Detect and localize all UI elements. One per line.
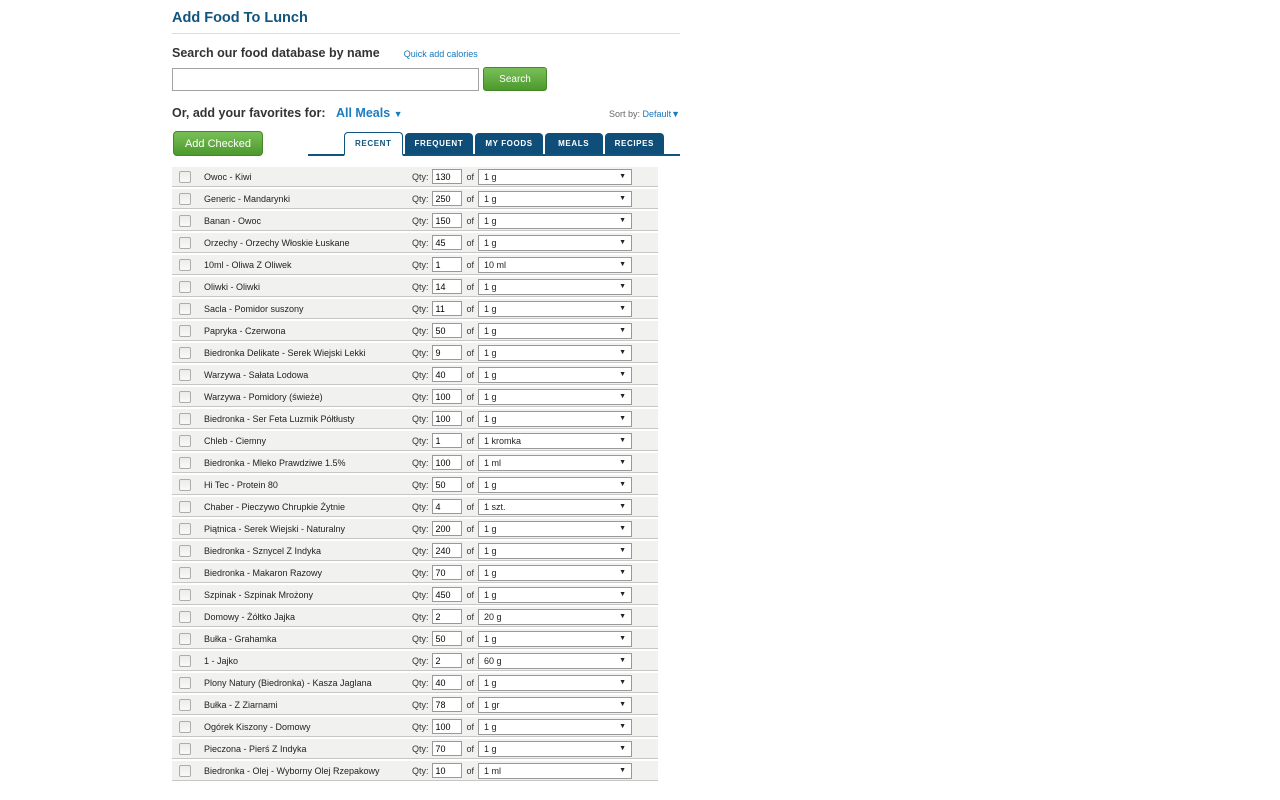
food-name: 10ml - Oliwa Z Oliwek xyxy=(204,259,292,270)
table-row xyxy=(172,717,658,737)
unit-select[interactable] xyxy=(478,521,632,537)
of-label: of xyxy=(466,501,474,512)
unit-select[interactable] xyxy=(478,191,632,207)
unit-select-value: 1 g xyxy=(484,237,497,248)
unit-select-value: 1 g xyxy=(484,743,497,754)
qty-label: Qty: xyxy=(411,325,429,336)
sort-selector-value: Default xyxy=(642,109,672,119)
table-row xyxy=(172,453,658,473)
food-name: Bułka - Z Ziarnami xyxy=(204,699,278,710)
of-label: of xyxy=(466,171,474,182)
qty-input[interactable] xyxy=(432,235,462,250)
tab-recent[interactable]: RECENT xyxy=(344,132,403,156)
unit-select-value: 60 g xyxy=(484,655,502,666)
qty-label: Qty: xyxy=(411,193,429,204)
qty-input[interactable] xyxy=(432,719,462,734)
table-row xyxy=(172,321,658,341)
table-row xyxy=(172,761,658,781)
food-name: Owoc - Kiwi xyxy=(204,171,252,182)
unit-select-value: 1 g xyxy=(484,325,497,336)
row-checkbox[interactable] xyxy=(179,259,191,271)
qty-input[interactable] xyxy=(432,543,462,558)
food-name: Generic - Mandarynki xyxy=(204,193,291,204)
row-checkbox[interactable] xyxy=(179,677,191,689)
unit-select-value: 1 g xyxy=(484,721,497,732)
food-name: Banan - Owoc xyxy=(204,215,262,226)
table-row xyxy=(172,475,658,495)
unit-select[interactable] xyxy=(478,345,632,361)
table-row xyxy=(172,739,658,759)
table-row xyxy=(172,497,658,517)
qty-input[interactable] xyxy=(432,499,462,514)
chevron-down-icon: ▼ xyxy=(619,217,626,224)
chevron-down-icon: ▼ xyxy=(619,305,626,312)
unit-select-value: 1 g xyxy=(484,347,497,358)
favorites-label-group xyxy=(172,104,403,122)
row-checkbox[interactable] xyxy=(179,633,191,645)
unit-select-value: 1 g xyxy=(484,589,497,600)
chevron-down-icon: ▼ xyxy=(619,371,626,378)
of-label: of xyxy=(466,369,474,380)
unit-select[interactable] xyxy=(478,719,632,735)
unit-select[interactable] xyxy=(478,301,632,317)
of-label: of xyxy=(466,567,474,578)
qty-label: Qty: xyxy=(411,523,429,534)
row-checkbox[interactable] xyxy=(179,237,191,249)
table-row xyxy=(172,607,658,627)
unit-select[interactable] xyxy=(478,477,632,493)
of-label: of xyxy=(466,655,474,666)
qty-input[interactable] xyxy=(432,609,462,624)
row-checkbox[interactable] xyxy=(179,479,191,491)
food-name: Warzywa - Pomidory (świeże) xyxy=(204,391,323,402)
chevron-down-icon: ▼ xyxy=(619,635,626,642)
row-checkbox[interactable] xyxy=(179,215,191,227)
search-row xyxy=(172,67,680,91)
of-label: of xyxy=(466,523,474,534)
row-checkbox[interactable] xyxy=(179,325,191,337)
qty-input[interactable] xyxy=(432,191,462,206)
unit-select-value: 1 szt. xyxy=(484,501,506,512)
unit-select[interactable] xyxy=(478,631,632,647)
table-row xyxy=(172,585,658,605)
row-checkbox[interactable] xyxy=(179,545,191,557)
table-row xyxy=(172,167,658,187)
chevron-down-icon: ▼ xyxy=(619,283,626,290)
table-row xyxy=(172,233,658,253)
qty-input[interactable] xyxy=(432,345,462,360)
row-checkbox[interactable] xyxy=(179,281,191,293)
chevron-down-icon: ▼ xyxy=(619,415,626,422)
unit-select-value: 1 g xyxy=(484,193,497,204)
unit-select[interactable] xyxy=(478,279,632,295)
food-name: Papryka - Czerwona xyxy=(204,325,286,336)
of-label: of xyxy=(466,699,474,710)
unit-select[interactable] xyxy=(478,499,632,515)
qty-label: Qty: xyxy=(411,391,429,402)
of-label: of xyxy=(466,633,474,644)
qty-label: Qty: xyxy=(411,699,429,710)
chevron-down-icon: ▼ xyxy=(619,767,626,774)
chevron-down-icon: ▼ xyxy=(619,393,626,400)
qty-label: Qty: xyxy=(411,435,429,446)
table-row xyxy=(172,299,658,319)
of-label: of xyxy=(466,589,474,600)
unit-select-value: 1 g xyxy=(484,633,497,644)
chevron-down-icon: ▼ xyxy=(619,437,626,444)
chevron-down-icon: ▼ xyxy=(619,591,626,598)
of-label: of xyxy=(466,413,474,424)
row-checkbox[interactable] xyxy=(179,171,191,183)
qty-label: Qty: xyxy=(411,369,429,380)
chevron-down-icon: ▼ xyxy=(619,327,626,334)
qty-label: Qty: xyxy=(411,347,429,358)
chevron-down-icon: ▼ xyxy=(619,239,626,246)
qty-input[interactable] xyxy=(432,301,462,316)
qty-input[interactable] xyxy=(432,213,462,228)
qty-input[interactable] xyxy=(432,675,462,690)
chevron-down-icon: ▼ xyxy=(619,657,626,664)
food-name: Biedronka Delikate - Serek Wiejski Lekki xyxy=(204,347,366,358)
chevron-down-icon: ▼ xyxy=(619,547,626,554)
qty-label: Qty: xyxy=(411,743,429,754)
qty-label: Qty: xyxy=(411,457,429,468)
unit-select-value: 1 g xyxy=(484,677,497,688)
food-name: 1 - Jajko xyxy=(204,655,239,666)
unit-select-value: 20 g xyxy=(484,611,502,622)
chevron-down-icon: ▼ xyxy=(619,569,626,576)
row-checkbox[interactable] xyxy=(179,193,191,205)
unit-select[interactable] xyxy=(478,741,632,757)
qty-label: Qty: xyxy=(411,677,429,688)
chevron-down-icon: ▼ xyxy=(619,525,626,532)
chevron-down-icon: ▼ xyxy=(619,261,626,268)
unit-select-value: 1 g xyxy=(484,369,497,380)
food-name: Piątnica - Serek Wiejski - Naturalny xyxy=(204,523,346,534)
unit-select[interactable] xyxy=(478,653,632,669)
qty-input[interactable] xyxy=(432,279,462,294)
sort-selector[interactable] xyxy=(643,109,680,119)
qty-label: Qty: xyxy=(411,479,429,490)
qty-input[interactable] xyxy=(432,763,462,778)
table-row xyxy=(172,629,658,649)
of-label: of xyxy=(466,215,474,226)
food-name: Hi Tec - Protein 80 xyxy=(204,479,278,490)
food-name: Chleb - Ciemny xyxy=(204,435,267,446)
unit-select-value: 1 g xyxy=(484,545,497,556)
quick-add-calories-link[interactable]: Quick add calories xyxy=(403,49,478,59)
unit-select[interactable] xyxy=(478,323,632,339)
qty-label: Qty: xyxy=(411,567,429,578)
page-title: Add Food To Lunch xyxy=(172,0,680,34)
of-label: of xyxy=(466,721,474,732)
table-row xyxy=(172,387,658,407)
food-name: Biedronka - Sznycel Z Indyka xyxy=(204,545,322,556)
table-row xyxy=(172,519,658,539)
table-row xyxy=(172,189,658,209)
of-label: of xyxy=(466,259,474,270)
favorites-row xyxy=(172,104,680,122)
unit-select-value: 1 g xyxy=(484,479,497,490)
of-label: of xyxy=(466,677,474,688)
tab-strip xyxy=(308,129,680,156)
food-name: Pieczona - Pierś Z Indyka xyxy=(204,743,307,754)
row-checkbox[interactable] xyxy=(179,523,191,535)
qty-label: Qty: xyxy=(411,633,429,644)
row-checkbox[interactable] xyxy=(179,303,191,315)
table-row xyxy=(172,563,658,583)
unit-select-value: 1 g xyxy=(484,215,497,226)
qty-input[interactable] xyxy=(432,477,462,492)
unit-select[interactable] xyxy=(478,609,632,625)
of-label: of xyxy=(466,281,474,292)
qty-label: Qty: xyxy=(411,281,429,292)
unit-select[interactable] xyxy=(478,389,632,405)
qty-input[interactable] xyxy=(432,389,462,404)
unit-select[interactable] xyxy=(478,675,632,691)
search-database-label: Search our food database by name xyxy=(172,46,380,60)
row-checkbox[interactable] xyxy=(179,435,191,447)
row-checkbox[interactable] xyxy=(179,655,191,667)
of-label: of xyxy=(466,347,474,358)
qty-input[interactable] xyxy=(432,631,462,646)
unit-select[interactable] xyxy=(478,565,632,581)
unit-select[interactable] xyxy=(478,235,632,251)
row-checkbox[interactable] xyxy=(179,567,191,579)
qty-input[interactable] xyxy=(432,587,462,602)
favorites-label: Or, add your favorites for: xyxy=(172,106,326,120)
row-checkbox[interactable] xyxy=(179,347,191,359)
table-row xyxy=(172,255,658,275)
food-name: Warzywa - Sałata Lodowa xyxy=(204,369,309,380)
food-name: Biedronka - Olej - Wyborny Olej Rzepakowy xyxy=(204,765,380,776)
of-label: of xyxy=(466,457,474,468)
of-label: of xyxy=(466,303,474,314)
of-label: of xyxy=(466,611,474,622)
food-name: Plony Natury (Biedronka) - Kasza Jaglana xyxy=(204,677,372,688)
unit-select-value: 1 kromka xyxy=(484,435,522,446)
chevron-down-icon: ▼ xyxy=(619,503,626,510)
chevron-down-icon: ▼ xyxy=(619,679,626,686)
unit-select-value: 1 g xyxy=(484,567,497,578)
row-checkbox[interactable] xyxy=(179,721,191,733)
row-checkbox[interactable] xyxy=(179,699,191,711)
unit-select[interactable] xyxy=(478,763,632,779)
food-name: Sacla - Pomidor suszony xyxy=(204,303,304,314)
table-row xyxy=(172,541,658,561)
of-label: of xyxy=(466,391,474,402)
unit-select[interactable] xyxy=(478,455,632,471)
table-row xyxy=(172,431,658,451)
food-table xyxy=(172,167,658,781)
main-content xyxy=(172,0,680,783)
food-name: Biedronka - Ser Feta Luzmik Półtłusty xyxy=(204,413,355,424)
tab-meals[interactable]: MEALS xyxy=(545,133,603,154)
row-checkbox[interactable] xyxy=(179,589,191,601)
qty-label: Qty: xyxy=(411,589,429,600)
chevron-down-icon: ▼ xyxy=(619,745,626,752)
chevron-down-icon: ▼ xyxy=(619,613,626,620)
unit-select[interactable] xyxy=(478,411,632,427)
meal-selector[interactable] xyxy=(336,106,403,120)
food-name: Biedronka - Mleko Prawdziwe 1.5% xyxy=(204,457,346,468)
row-checkbox[interactable] xyxy=(179,413,191,425)
unit-select-value: 1 g xyxy=(484,281,497,292)
qty-input[interactable] xyxy=(432,565,462,580)
table-row xyxy=(172,673,658,693)
of-label: of xyxy=(466,479,474,490)
chevron-down-icon: ▼ xyxy=(619,349,626,356)
qty-input[interactable] xyxy=(432,741,462,756)
chevron-down-icon: ▼ xyxy=(619,481,626,488)
qty-label: Qty: xyxy=(411,171,429,182)
unit-select[interactable] xyxy=(478,257,632,273)
table-row xyxy=(172,409,658,429)
chevron-down-icon: ▼ xyxy=(393,109,403,119)
table-row xyxy=(172,365,658,385)
chevron-down-icon: ▼ xyxy=(619,701,626,708)
unit-select[interactable] xyxy=(478,213,632,229)
chevron-down-icon: ▼ xyxy=(619,723,626,730)
unit-select[interactable] xyxy=(478,543,632,559)
unit-select[interactable] xyxy=(478,587,632,603)
qty-label: Qty: xyxy=(411,655,429,666)
search-button[interactable]: Search xyxy=(483,67,547,91)
of-label: of xyxy=(466,743,474,754)
row-checkbox[interactable] xyxy=(179,765,191,777)
tab-recipes[interactable]: RECIPES xyxy=(605,133,664,154)
row-checkbox[interactable] xyxy=(179,369,191,381)
qty-label: Qty: xyxy=(411,501,429,512)
qty-label: Qty: xyxy=(411,413,429,424)
qty-input[interactable] xyxy=(432,433,462,448)
tab-my-foods[interactable]: MY FOODS xyxy=(475,133,542,154)
unit-select-value: 1 g xyxy=(484,391,497,402)
chevron-down-icon: ▼ xyxy=(671,109,680,119)
table-row xyxy=(172,211,658,231)
unit-select[interactable] xyxy=(478,433,632,449)
qty-label: Qty: xyxy=(411,721,429,732)
unit-select-value: 10 ml xyxy=(484,259,507,270)
chevron-down-icon: ▼ xyxy=(619,459,626,466)
food-name: Oliwki - Oliwki xyxy=(204,281,260,292)
unit-select[interactable] xyxy=(478,367,632,383)
food-name: Domowy - Żółtko Jajka xyxy=(204,611,296,622)
food-name: Ogórek Kiszony - Domowy xyxy=(204,721,311,732)
of-label: of xyxy=(466,325,474,336)
meal-selector-value: All Meals xyxy=(335,106,391,120)
sort-by-label: Sort by: xyxy=(609,109,641,119)
food-name: Szpinak - Szpinak Mrożony xyxy=(204,589,314,600)
of-label: of xyxy=(466,545,474,556)
controls-row xyxy=(172,129,680,156)
row-checkbox[interactable] xyxy=(179,611,191,623)
qty-input[interactable] xyxy=(432,367,462,382)
qty-input[interactable] xyxy=(432,653,462,668)
search-label-row xyxy=(172,46,680,60)
qty-label: Qty: xyxy=(411,259,429,270)
table-row xyxy=(172,343,658,363)
qty-input[interactable] xyxy=(432,697,462,712)
unit-select-value: 1 g xyxy=(484,523,497,534)
row-checkbox[interactable] xyxy=(179,457,191,469)
search-input[interactable] xyxy=(172,68,479,91)
qty-input[interactable] xyxy=(432,257,462,272)
of-label: of xyxy=(466,765,474,776)
unit-select[interactable] xyxy=(478,169,632,185)
tab-frequent[interactable]: FREQUENT xyxy=(405,133,474,154)
add-checked-button[interactable]: Add Checked xyxy=(173,131,263,156)
table-row xyxy=(172,277,658,297)
row-checkbox[interactable] xyxy=(179,391,191,403)
qty-label: Qty: xyxy=(411,765,429,776)
qty-label: Qty: xyxy=(411,237,429,248)
unit-select-value: 1 g xyxy=(484,171,497,182)
unit-select-value: 1 g xyxy=(484,413,497,424)
sort-by-group xyxy=(609,109,680,119)
food-name: Bułka - Grahamka xyxy=(204,633,277,644)
unit-select-value: 1 ml xyxy=(484,457,502,468)
unit-select-value: 1 g xyxy=(484,303,497,314)
qty-input[interactable] xyxy=(432,323,462,338)
food-name: Chaber - Pieczywo Chrupkie Żytnie xyxy=(204,501,346,512)
chevron-down-icon: ▼ xyxy=(619,173,626,180)
qty-input[interactable] xyxy=(432,455,462,470)
qty-input[interactable] xyxy=(432,521,462,536)
row-checkbox[interactable] xyxy=(179,501,191,513)
food-name: Biedronka - Makaron Razowy xyxy=(204,567,323,578)
table-row xyxy=(172,695,658,715)
unit-select-value: 1 gr xyxy=(484,699,500,710)
of-label: of xyxy=(466,237,474,248)
of-label: of xyxy=(466,435,474,446)
qty-input[interactable] xyxy=(432,169,462,184)
qty-label: Qty: xyxy=(411,215,429,226)
unit-select-value: 1 ml xyxy=(484,765,502,776)
of-label: of xyxy=(466,193,474,204)
qty-input[interactable] xyxy=(432,411,462,426)
row-checkbox[interactable] xyxy=(179,743,191,755)
food-name: Orzechy - Orzechy Włoskie Łuskane xyxy=(204,237,350,248)
unit-select[interactable] xyxy=(478,697,632,713)
qty-label: Qty: xyxy=(411,303,429,314)
chevron-down-icon: ▼ xyxy=(619,195,626,202)
qty-label: Qty: xyxy=(411,611,429,622)
qty-label: Qty: xyxy=(411,545,429,556)
table-row xyxy=(172,651,658,671)
